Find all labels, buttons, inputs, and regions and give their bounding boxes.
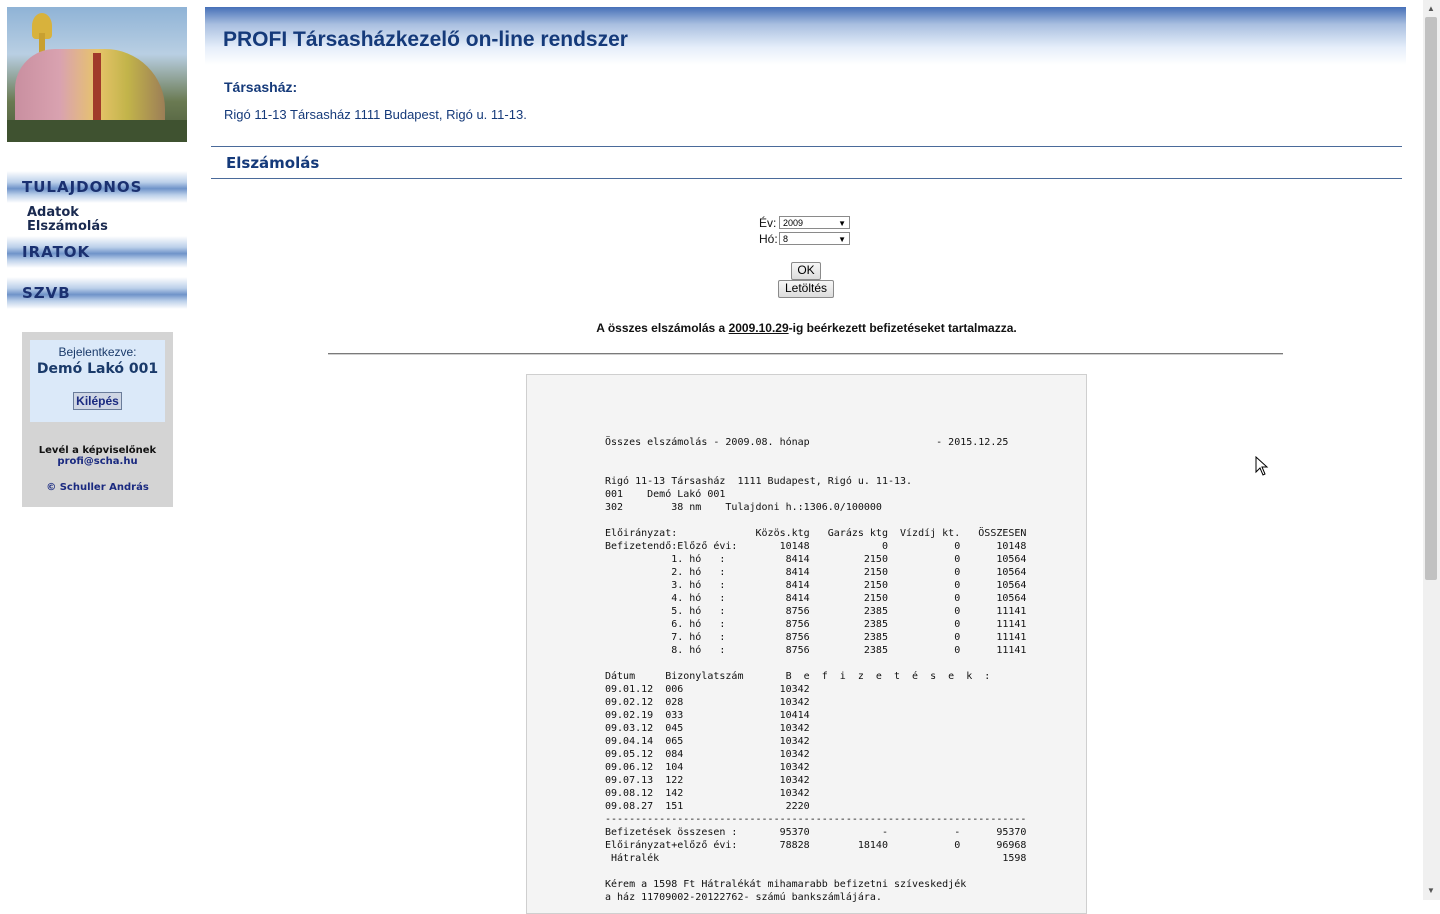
month-select[interactable] <box>779 232 850 245</box>
notice-suffix: -ig beérkezett befizetéseket tartalmazza. <box>788 321 1017 335</box>
section-title: Elszámolás <box>226 154 320 172</box>
ok-button[interactable]: OK <box>791 262 821 280</box>
logged-in-user: Demó Lakó 001 <box>36 361 159 377</box>
page-scrollbar[interactable] <box>1423 0 1440 900</box>
mouse-cursor-icon <box>1255 456 1269 476</box>
chevron-down-icon: ▼ <box>838 219 846 228</box>
building-decoration <box>15 49 165 127</box>
sidebar <box>7 7 187 309</box>
submenu-tulajdonos <box>7 203 187 236</box>
month-label: Hó: <box>759 232 778 246</box>
year-label: Év: <box>759 216 777 230</box>
logout-button[interactable]: Kilépés <box>73 392 122 410</box>
contact-label: Levél a képviselőnek <box>38 445 157 456</box>
menu-label: IRATOK <box>22 243 91 261</box>
year-select[interactable] <box>779 216 850 229</box>
scrollbar-thumb[interactable] <box>1425 17 1437 580</box>
page-header <box>205 7 1406 65</box>
notice-prefix: A összes elszámolás a <box>596 321 729 335</box>
year-select-value: 2009 <box>783 218 804 228</box>
house-value: Rigó 11-13 Társasház 1111 Budapest, Rigó u. 11-13. <box>224 107 527 122</box>
notice-date-link[interactable]: 2009.10.29 <box>728 321 789 335</box>
notice-text <box>0 321 1440 335</box>
scroll-down-icon[interactable]: ▼ <box>1427 886 1435 895</box>
divider <box>328 353 1283 355</box>
house-photo-logo <box>7 7 187 142</box>
section-header <box>211 146 1402 179</box>
sidebar-item-adatok[interactable]: Adatok <box>27 205 79 220</box>
menu-szvb[interactable] <box>7 277 187 309</box>
login-info <box>30 340 165 422</box>
login-box <box>22 332 173 507</box>
chevron-down-icon: ▼ <box>838 235 846 244</box>
copyright: © Schuller András <box>46 482 149 493</box>
download-button[interactable]: Letöltés <box>778 280 834 298</box>
menu-iratok[interactable] <box>7 236 187 268</box>
logged-in-label: Bejelentkezve: <box>58 345 137 359</box>
report-text: Összes elszámolás - 2009.08. hónap - 2015.12.25 Rigó 11-13 Társasház 1111 Budapest, Rigó u. 11-13. 001 Demó Lakó 001 302 38 nm Tulajdoni h.:1306.0/100000 Előirányzat: Közös.ktg Garázs ktg Vízdíj kt. ÖSSZESEN Befizetendő:Előző évi: 10148 0 0 10148 1. hó : 8414 2150 0 10564 2. hó : 8414 2150 0 10564 3. hó : 8414 2150 0 10564 4. hó : 8414 2150 0 10564 5. hó : 8756 2385 0 11141 6. hó : 8756 2385 0 11141 7. hó : 8756 2385 0 11141 8. hó : 8756 2385 0 11141 Dátum Bizonylatszám B e f i z e t é s e k : 09.01.12 006 10342 09.02.12 028 10342 09.02.19 033 10414 09.03.12 045 10342 09.04.14 065 10342 09.05.12 084 10342 09.06.12 104 10342 09.07.13 122 10342 09.08.12 142 10342 09.08.27 151 2220 ---------------------------------------------------------------------- Befizetések összesen : 95370 - - 95370 Előirányzat+előző évi: 78828 18140 0 96968 Hátralék 1598 Kérem a 1598 Ft Hátralékát mihamarabb befizetni szíveskedjék a ház 11709002-20122762- számú bankszámlájára. <box>605 437 1027 903</box>
house-label: Társasház: <box>224 79 298 95</box>
sidebar-item-elszamolas[interactable]: Elszámolás <box>27 219 108 234</box>
contact-email-link[interactable]: profi@scha.hu <box>57 456 138 467</box>
menu-label: SZVB <box>22 284 71 302</box>
month-select-value: 8 <box>783 234 789 244</box>
page-title: PROFI Társasházkezelő on-line rendszer <box>223 28 628 51</box>
ground-decoration <box>7 120 187 142</box>
menu-tulajdonos[interactable] <box>7 171 187 203</box>
menu-label: TULAJDONOS <box>22 178 143 196</box>
scroll-up-icon[interactable]: ▲ <box>1427 4 1435 13</box>
report-panel <box>526 374 1087 914</box>
